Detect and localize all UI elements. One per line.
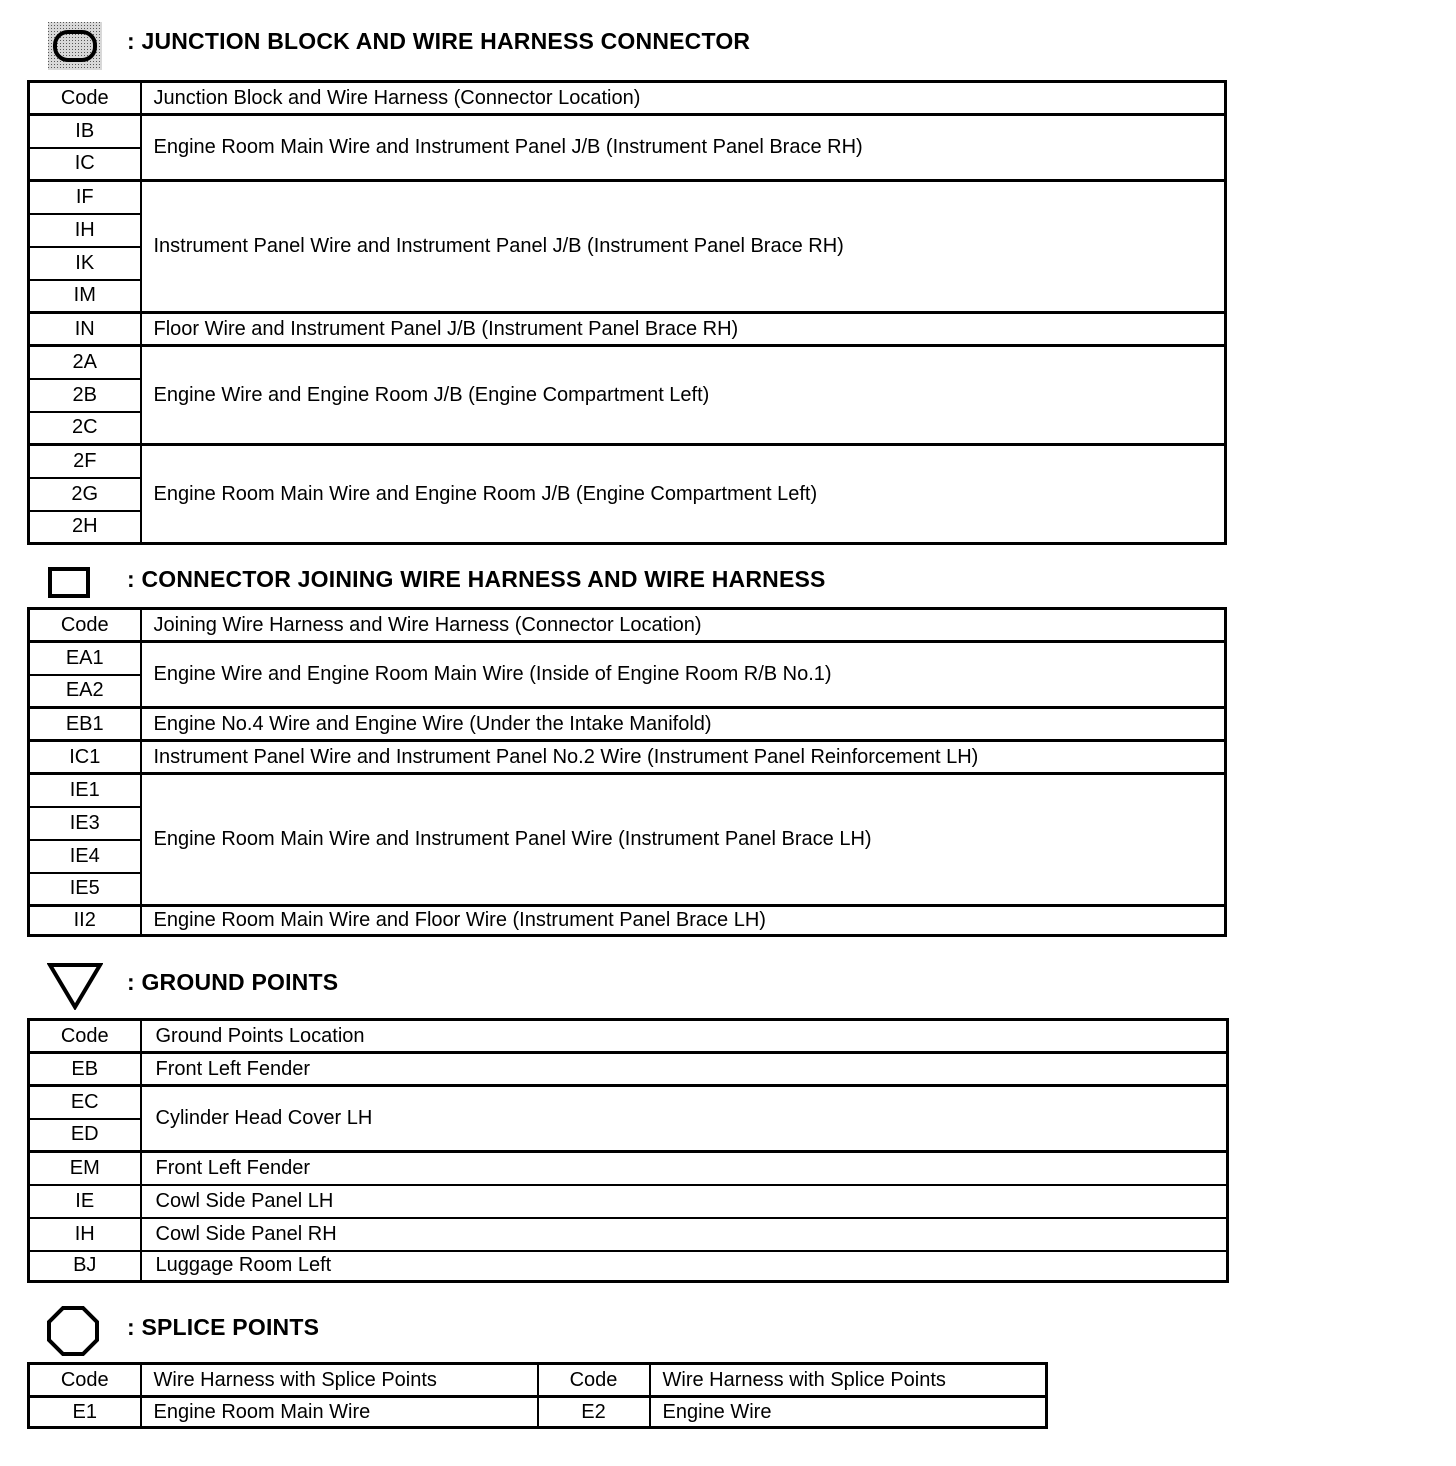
- code-cell: II2: [29, 906, 141, 936]
- desc-cell: Engine No.4 Wire and Engine Wire (Under the Intake Manifold): [141, 708, 1226, 741]
- desc-cell: Instrument Panel Wire and Instrument Panel J/B (Instrument Panel Brace RH): [141, 181, 1226, 313]
- code-cell: EA2: [29, 675, 141, 708]
- desc-cell: Floor Wire and Instrument Panel J/B (Instrument Panel Brace RH): [141, 313, 1226, 346]
- shaded-rounded-rect-icon: [48, 22, 102, 70]
- header-code: Code: [29, 609, 141, 642]
- code-cell: IF: [29, 181, 141, 214]
- desc-cell: Engine Wire: [650, 1397, 1047, 1428]
- code-cell: IE: [29, 1185, 141, 1218]
- code-cell: IH: [29, 214, 141, 247]
- header-desc: Wire Harness with Splice Points: [650, 1364, 1047, 1397]
- code-cell: 2A: [29, 346, 141, 379]
- code-cell: EB: [29, 1053, 141, 1086]
- header-desc: Junction Block and Wire Harness (Connector Location): [141, 82, 1226, 115]
- desc-cell: Engine Room Main Wire and Instrument Panel J/B (Instrument Panel Brace RH): [141, 115, 1226, 181]
- code-cell: IE5: [29, 873, 141, 906]
- code-cell: IE1: [29, 774, 141, 807]
- code-cell: E1: [29, 1397, 141, 1428]
- splice-points-table: [27, 1362, 1048, 1429]
- desc-cell: Engine Room Main Wire and Engine Room J/B (Engine Compartment Left): [141, 445, 1226, 544]
- desc-cell: Engine Room Main Wire and Floor Wire (Instrument Panel Brace LH): [141, 906, 1226, 936]
- connector-joining-table: [27, 607, 1227, 937]
- desc-cell: Front Left Fender: [141, 1053, 1228, 1086]
- header-desc: Joining Wire Harness and Wire Harness (Connector Location): [141, 609, 1226, 642]
- section-title-connector: : CONNECTOR JOINING WIRE HARNESS AND WIRE HARNESS: [127, 566, 826, 592]
- code-cell: EB1: [29, 708, 141, 741]
- desc-cell: Engine Wire and Engine Room Main Wire (Inside of Engine Room R/B No.1): [141, 642, 1226, 708]
- desc-cell: Engine Room Main Wire: [141, 1397, 538, 1428]
- code-cell: IH: [29, 1218, 141, 1251]
- rectangle-icon: [48, 567, 92, 599]
- desc-cell: Cowl Side Panel LH: [141, 1185, 1228, 1218]
- section-title-junction: : JUNCTION BLOCK AND WIRE HARNESS CONNECTOR: [127, 28, 751, 54]
- code-cell: ED: [29, 1119, 141, 1152]
- header-code: Code: [29, 1364, 141, 1397]
- code-cell: 2F: [29, 445, 141, 478]
- code-cell: IN: [29, 313, 141, 346]
- triangle-down-icon: [47, 962, 103, 1010]
- header-code: Code: [538, 1364, 650, 1397]
- code-cell: BJ: [29, 1251, 141, 1282]
- code-cell: 2B: [29, 379, 141, 412]
- code-cell: 2H: [29, 511, 141, 544]
- code-cell: 2G: [29, 478, 141, 511]
- ground-points-table: [27, 1018, 1229, 1283]
- code-cell: IE4: [29, 840, 141, 873]
- header-code: Code: [29, 82, 141, 115]
- header-code: Code: [29, 1020, 141, 1053]
- desc-cell: Cowl Side Panel RH: [141, 1218, 1228, 1251]
- desc-cell: Luggage Room Left: [141, 1251, 1228, 1282]
- code-cell: IB: [29, 115, 141, 148]
- code-cell: IE3: [29, 807, 141, 840]
- code-cell: IC: [29, 148, 141, 181]
- desc-cell: Engine Wire and Engine Room J/B (Engine Compartment Left): [141, 346, 1226, 445]
- octagon-icon: [46, 1305, 100, 1357]
- section-title-ground: : GROUND POINTS: [127, 969, 339, 995]
- desc-cell: Front Left Fender: [141, 1152, 1228, 1185]
- desc-cell: Engine Room Main Wire and Instrument Panel Wire (Instrument Panel Brace LH): [141, 774, 1226, 906]
- code-cell: IM: [29, 280, 141, 313]
- code-cell: EA1: [29, 642, 141, 675]
- section-title-splice: : SPLICE POINTS: [127, 1314, 320, 1340]
- code-cell: IK: [29, 247, 141, 280]
- header-desc: Ground Points Location: [141, 1020, 1228, 1053]
- junction-block-table: [27, 80, 1227, 545]
- code-cell: EM: [29, 1152, 141, 1185]
- desc-cell: Cylinder Head Cover LH: [141, 1086, 1228, 1152]
- code-cell: EC: [29, 1086, 141, 1119]
- header-desc: Wire Harness with Splice Points: [141, 1364, 538, 1397]
- code-cell: E2: [538, 1397, 650, 1428]
- code-cell: IC1: [29, 741, 141, 774]
- desc-cell: Instrument Panel Wire and Instrument Panel No.2 Wire (Instrument Panel Reinforcement LH): [141, 741, 1226, 774]
- code-cell: 2C: [29, 412, 141, 445]
